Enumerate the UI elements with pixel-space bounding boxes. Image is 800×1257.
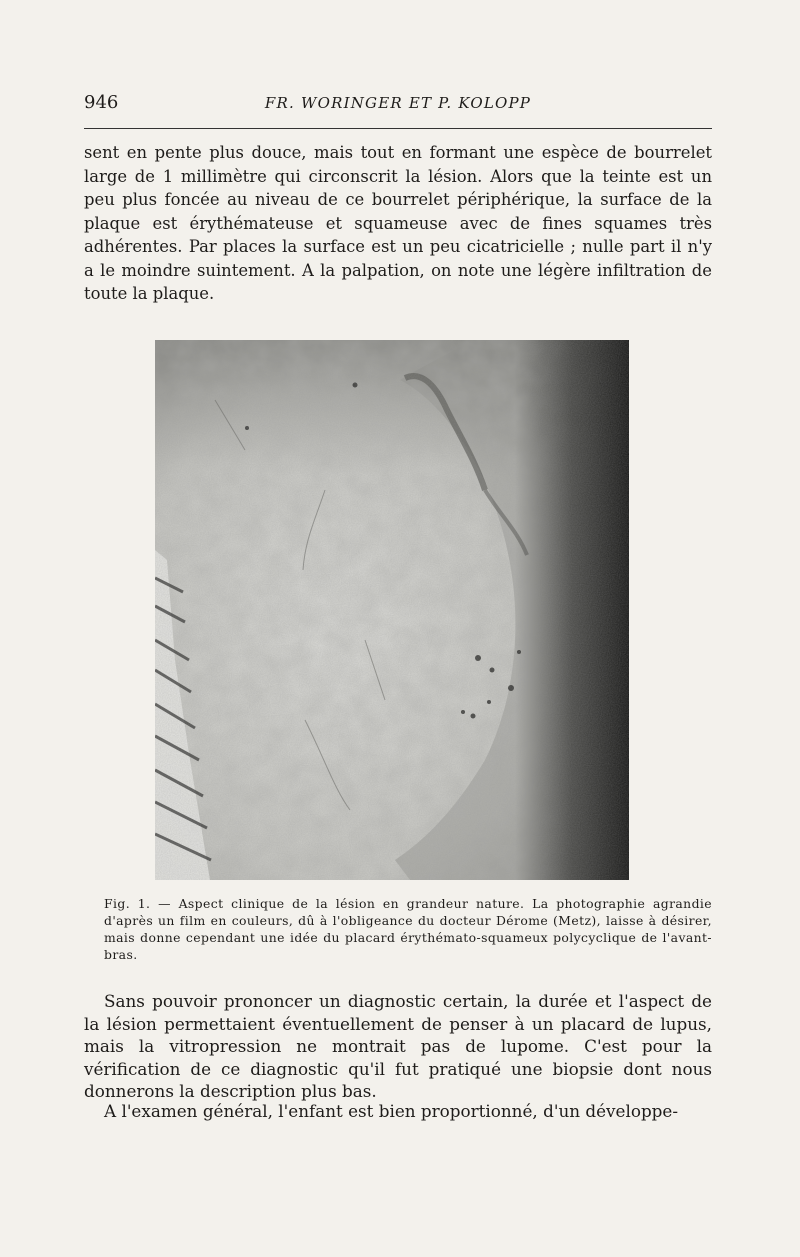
running-title: FR. WORINGER ET P. KOLOPP (264, 94, 532, 112)
figure-caption (84, 895, 712, 963)
caption-text: Aspect clinique de la lésion en grandeur nature. La photographie agrandie d'après un film en couleurs, dû à l'obligeance du docteur Dérome (Metz), laisse à désirer, mais donne cependant une idée du placard érythémato-squameux polycyclique de l'avant-bras. (104, 896, 712, 962)
photo-illustration (155, 340, 629, 880)
page-header (84, 92, 712, 120)
header-rule (84, 128, 712, 129)
paragraph-2: Sans pouvoir prononcer un diagnostic certain, la durée et l'aspect de la lésion permettaient éventuellement de penser à un placard de lupus, mais la vitropression ne montrait pas de lupome. C'est pour la vérification de ce diagnostic qu'il fut pratiqué une biopsie dont nous donnerons la description plus bas. (84, 991, 712, 1101)
paragraph-3: A l'examen général, l'enfant est bien proportionné, d'un développe- (104, 1101, 679, 1121)
clinical-photograph (155, 340, 629, 880)
paragraph-1: sent en pente plus douce, mais tout en formant une espèce de bourrelet large de 1 millimètre qui circonscrit la lésion. Alors que la teinte est un peu plus foncée au niveau de ce bourrelet périphérique, la surface de la plaque est érythémateuse et squameuse avec de fines squames très adhérentes. Par places la surface est un peu cicatricielle ; nulle part il n'y a le moindre suintement. A la palpation, on note une légère infiltration de toute la plaque. (84, 143, 712, 303)
page-number: 946 (84, 92, 119, 113)
caption-label: Fig. 1. — (104, 896, 171, 911)
